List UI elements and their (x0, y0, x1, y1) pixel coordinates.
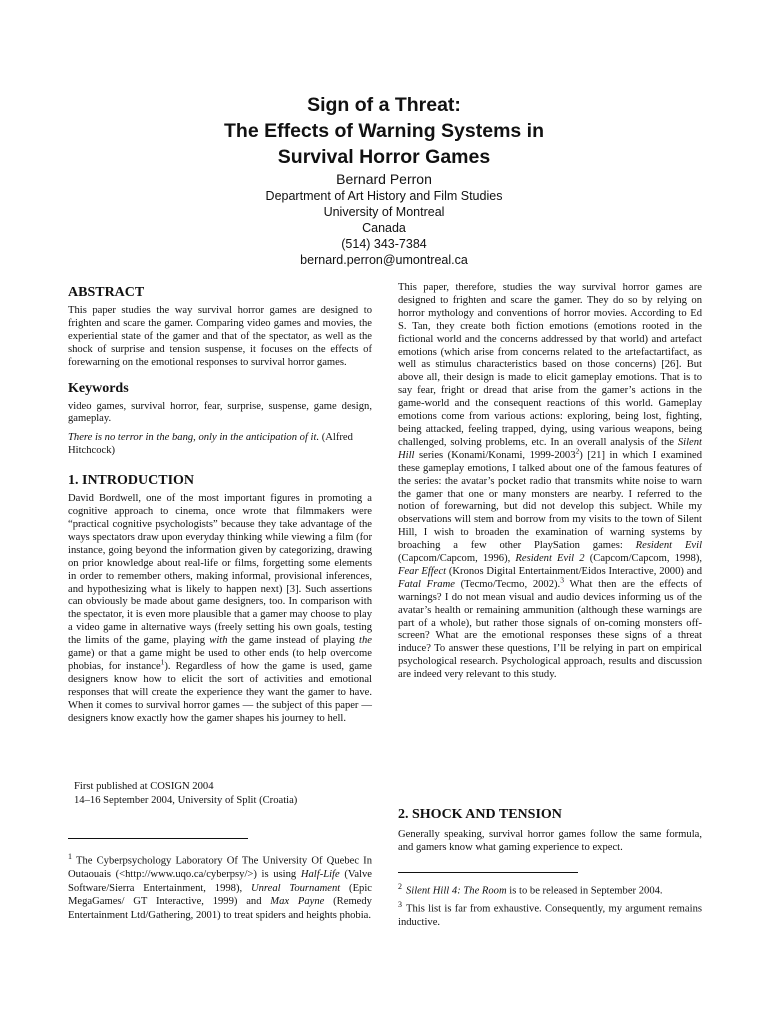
footnote-rule-left (68, 838, 248, 839)
epigraph-attribution: (Alfred Hitchcock) (68, 432, 353, 457)
footnote-2-number: 2 (398, 882, 402, 891)
footnote-ref-3: 3 (560, 575, 564, 585)
p2-title-silent-hill: Silent Hill (398, 436, 702, 461)
intro-text-d: ). Regardless of how the game is used, game designers know how to elicit the sort of activities and emotional responses that will create the experience they want the gamer to have. When it comes to survival horror games — the subject of this paper — designers know exactly how the gamer shapes his journey to hell. (68, 660, 373, 724)
footnote-1-text-c: (Epic MegaGames/ GT Interactive, 1999) and (68, 882, 372, 908)
author-country: Canada (362, 221, 406, 235)
footnote-ref-1: 1 (160, 657, 165, 667)
title-line-3: Survival Horror Games (277, 146, 491, 168)
left-column (68, 284, 373, 724)
p2-text-f: (Kronos Digital Entertainment/Eidos Interactive, 2000) and (446, 565, 702, 577)
p2-text-c: ) [21] in which I examined these gameplay emotions, I talked about one of the famous features of the series: the avatar’s pocket radio that transmits white noise to warn the gamer that one or many monsters are nearby. I referred to the notion of forewarning, but did not develop this subject. While my observations will stem and borrow from my visits to the town of Silent Hill, I wish to broaden the examination of warning systems by broaching a few other PlaySation games: (398, 449, 702, 552)
author-name: Bernard Perron (336, 171, 432, 187)
footnote-1-text-a: The Cyberpsychology Laboratory Of The University Of Quebec In Outaouais (<http://www.uqo.ca/cyberpsy/>) is using (68, 855, 372, 881)
footnote-1-text-b: (Valve Software/Sierra Entertainment, 1998), (68, 869, 372, 894)
footnote-3-text: This list is far from exhaustive. Consequently, my argument remains inductive. (398, 903, 702, 929)
p2-text-d: (Capcom/Capcom, 1996), (398, 553, 516, 565)
author-phone: (514) 343-7384 (341, 237, 427, 251)
intro-text-b: the game instead of playing (227, 635, 360, 647)
p2-text-h: What then are the effects of warnings? I do not mean visual and audio devices informing us of the avatar’s health or remaining ammunition (although these warnings are part of a whole), but rather those signals of on-coming monsters off-screen? What are the emotional responses these signs of a threat induce? To answer these questions, I’ll be relying in part on empirical psychological research. Psychological approach, results and discussion are indeed very relevant to this study. (398, 578, 703, 681)
title-line-1: Sign of a Threat: (307, 94, 461, 116)
footnote-1-text-d: (Remedy Entertainment Ltd/Gathering, 2001) to treat spiders and heights phobia. (68, 896, 372, 921)
abstract-heading: ABSTRACT (68, 285, 145, 300)
intro-text-c: game) or that a game might be used to other ends (to help overcome phobias, for instance (68, 648, 372, 672)
footnote-2-title: Silent Hill 4: The Room (406, 885, 507, 897)
author-email: bernard.perron@umontreal.ca (300, 253, 468, 267)
p2-title-resident-evil: Resident Evil (635, 540, 703, 552)
shock-tension-text: Generally speaking, survival horror games follow the same formula, and gamers know what gaming experience to expect. (398, 829, 702, 853)
footnote-2-text: is to be released in September 2004. (506, 885, 663, 897)
p2-text-e: (Capcom/Capcom, 1998), (584, 553, 703, 565)
epigraph (68, 432, 372, 458)
author-block (0, 170, 768, 268)
section-2 (398, 806, 702, 861)
footnote-1-title-1: Half-Life (300, 869, 340, 881)
footnote-3-number: 3 (398, 900, 402, 909)
right-column (398, 282, 702, 772)
first-published-line-2: 14–16 September 2004, University of Split (Croatia) (74, 795, 298, 806)
intro-text-a: David Bordwell, one of the most important figures in promoting a cognitive approach to cinema, once wrote that filmmakers were “practical cognitive psychologists” because they take advantage of the ways spectators draw upon everyday thinking while viewing a film (for instance, going beyond the information given by categorizing, drawing on prior knowledge about real-life or films, forgetting some elements in order to remember others, making informal, provisional inferences, and hypothesizing what is likely to happen next) [3]. Such assertions can obviously be made about game designers, too. In comparison with the spectator, it is even more plausible that a gamer may choose to play a video game in alternative ways (freely setting his own goals, testing the limits of the game, playing (68, 493, 372, 647)
footnote-1-title-3: Max Payne (270, 896, 325, 908)
p2-title-resident-evil-2: Resident Evil 2 (515, 553, 585, 565)
footnote-1-title-2: Unreal Tournament (250, 882, 341, 894)
introduction-heading: 1. INTRODUCTION (68, 473, 195, 489)
first-published-note (74, 780, 374, 808)
keywords-text: video games, survival horror, fear, surprise, suspense, game design, gameplay. (68, 400, 372, 425)
introduction-paragraph (68, 493, 373, 724)
abstract-text: This paper studies the way survival horror games are designed to frighten and scare the gamer. Comparing video games and movies, the experiential state of the gamer and that of the spectator, as well as the shock of surprise and tension suspense, it focuses on the effects of forewarning on the emotional responses to survival horror games. (68, 305, 372, 368)
shock-tension-heading: 2. SHOCK AND TENSION (398, 807, 562, 822)
author-department: Department of Art History and Film Studies (265, 189, 503, 203)
intro-emph-the: the (359, 635, 372, 647)
footnote-rule-right (398, 872, 578, 873)
footnote-3 (398, 898, 702, 930)
author-university: University of Montreal (323, 205, 445, 219)
epigraph-quote: There is no terror in the bang, only in the anticipation of it. (68, 432, 320, 444)
p2-text-a: This paper, therefore, studies the way survival horror games are designed to frighten and scare the gamer. They do so by relying on horror mythology and conventions of horror movies. According to Ed S. Tan, they create both fiction emotions (emotions rooted in the fictional world and the concerns addressed by that world) and artefact emotions (which arise from concerns related to the artefactartifact, as well as stimulus characteristics based on those concerns) [26]. But above all, their design is made to elicit gameplay emotions. That is to say fear, fright or dread that arise from the gamer’s actions in the game-world and the consequent reactions of this world. Gameplay emotions come from various actions: exploring, being lost, fighting, being attacked, feeling trapped, dying, using various weapons, being challenged, solving problems, etc. In an overall analysis of the (398, 282, 702, 448)
title-line-2: The Effects of Warning Systems in (224, 120, 544, 142)
body-paragraph-2 (398, 282, 702, 682)
p2-title-fear-effect: Fear Effect (398, 565, 447, 577)
first-published-line-1: First published at COSIGN 2004 (74, 781, 214, 792)
footnote-1 (68, 850, 372, 922)
paper-title (0, 92, 768, 170)
footnote-ref-2: 2 (575, 446, 580, 456)
p2-text-b: series (Konami/Konami, 1999-2003 (414, 449, 576, 461)
footnote-1-number: 1 (68, 852, 72, 861)
p2-title-fatal-frame: Fatal Frame (398, 578, 455, 590)
p2-text-g: (Tecmo/Tecmo, 2002). (454, 578, 561, 590)
footnote-2 (398, 880, 702, 898)
intro-emph-with: with (209, 635, 228, 647)
keywords-heading: Keywords (68, 380, 129, 396)
